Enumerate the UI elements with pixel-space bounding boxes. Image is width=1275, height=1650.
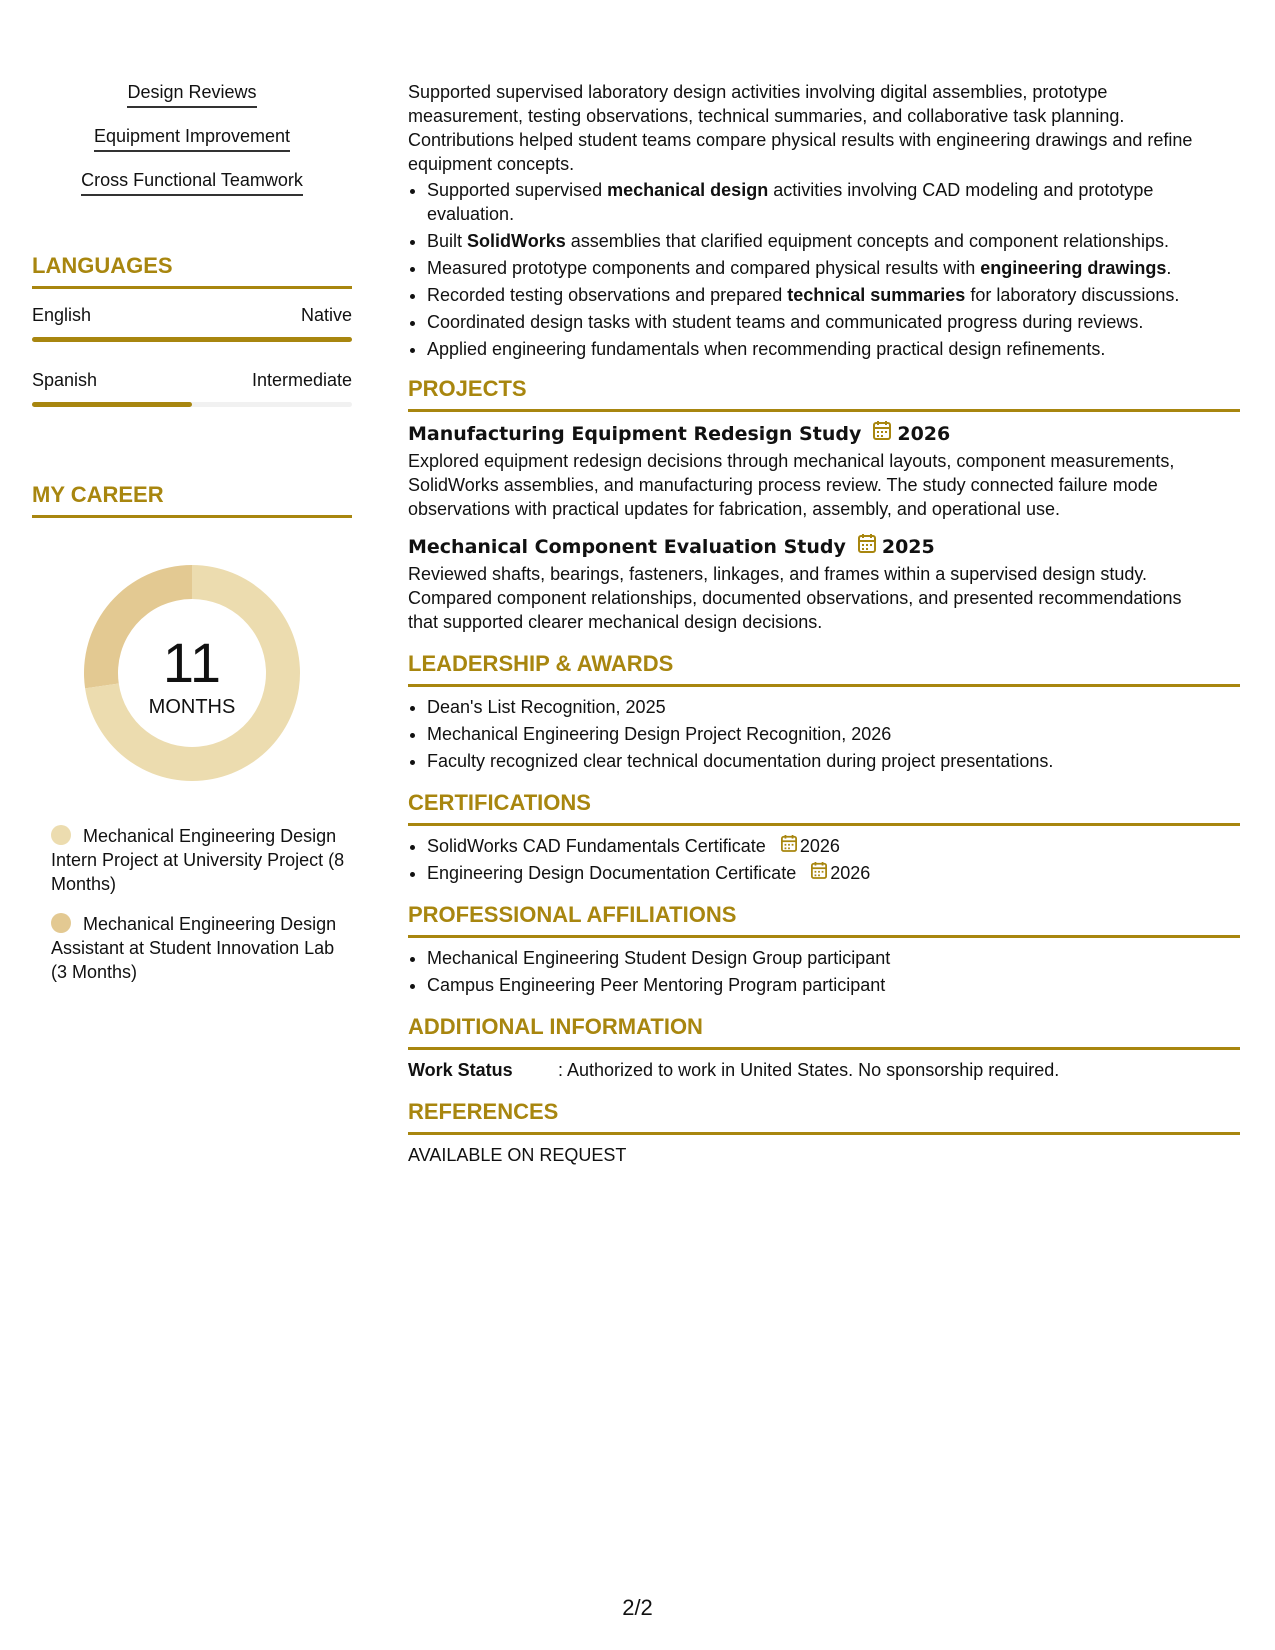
career-total-unit: MONTHS	[148, 696, 236, 718]
calendar-icon	[781, 834, 797, 858]
language-proficiency-fill	[32, 337, 352, 342]
references-heading: REFERENCES	[408, 1098, 1240, 1135]
work-status-row	[408, 1058, 1240, 1082]
skills-list	[32, 80, 352, 212]
bullet-text: Measured prototype components and compared physical results with	[427, 258, 981, 278]
skill-tag: Cross Functional Teamwork	[81, 168, 303, 196]
project-description: Explored equipment redesign decisions through mechanical layouts, component measurements, SolidWorks assemblies, and manufacturing process review. The study connected failure mode observations with practical updates for fabrication, assembly, and operational use.	[408, 451, 1175, 519]
skill-tag: Design Reviews	[127, 80, 256, 108]
language-name: English	[32, 305, 92, 325]
certifications-heading: CERTIFICATIONS	[408, 789, 1240, 826]
project-item	[408, 420, 1240, 521]
list-item	[427, 283, 1240, 307]
bullet-text: Supported supervised	[427, 180, 608, 200]
calendar-icon	[858, 533, 876, 560]
list-item: • Mechanical Engineering Student Design Group participant	[427, 946, 1240, 970]
project-name: Mechanical Component Evaluation Study	[408, 535, 846, 558]
projects-heading: PROJECTS	[408, 375, 1240, 412]
bullet-text: Recorded testing observations and prepared	[427, 285, 788, 305]
bullet-keyword: technical summaries	[787, 285, 966, 305]
list-item: • Faculty recognized clear technical documentation during project presentations.	[427, 749, 1240, 773]
career-legend-text: Mechanical Engineering Design Assistant at Student Innovation Lab (3 Months)	[51, 914, 337, 982]
project-year: 2025	[881, 535, 935, 558]
language-proficiency-bar	[32, 337, 352, 342]
bullet-keyword: engineering drawings	[980, 258, 1167, 278]
bullet-text: Coordinated design tasks with student teams and communicated progress during reviews.	[427, 312, 1144, 332]
list-item	[427, 861, 1240, 885]
list-item: • Mechanical Engineering Design Project Recognition, 2026	[427, 722, 1240, 746]
list-item	[427, 256, 1240, 280]
language-level: Intermediate	[251, 370, 352, 390]
bullet-text: assemblies that clarified equipment concepts and component relationships.	[565, 231, 1170, 251]
language-name: Spanish	[32, 370, 98, 390]
legend-dot	[51, 913, 71, 933]
bullet-text: Applied engineering fundamentals when recommending practical design refinements.	[427, 339, 1106, 359]
work-status-label: Work Status	[408, 1060, 513, 1080]
calendar-icon	[811, 861, 827, 885]
left-column	[32, 80, 352, 1000]
work-status-value: : Authorized to work in United States. No sponsorship required.	[558, 1060, 1060, 1080]
project-description: Reviewed shafts, bearings, fasteners, linkages, and frames within a supervised design study. Compared component relationships, documented observations, and presented recommendations that supported clearer mechanical design decisions.	[408, 564, 1182, 632]
career-donut-chart	[32, 558, 352, 788]
bullet-keyword: SolidWorks	[467, 231, 566, 251]
career-legend-item	[51, 824, 352, 896]
certificate-name: SolidWorks CAD Fundamentals Certificate	[427, 836, 766, 856]
bullet-text: .	[1166, 258, 1172, 278]
affiliations-list	[408, 946, 1240, 997]
career-total-number: 11	[162, 631, 222, 694]
legend-dot	[51, 825, 71, 845]
language-item	[32, 303, 352, 342]
certificate-name: Engineering Design Documentation Certificate	[427, 863, 797, 883]
leadership-heading: LEADERSHIP & AWARDS	[408, 650, 1240, 687]
career-donut-svg	[77, 558, 307, 788]
experience-summary: Supported supervised laboratory design activities involving digital assemblies, prototype measurement, testing observations, technical summaries, and collaborative task planning. Contributions helped student teams compare physical results with engineering drawings and refine equipment concepts.	[408, 82, 1193, 174]
skill-tag: Equipment Improvement	[94, 124, 290, 152]
bullet-text: activities involving CAD modeling and prototype evaluation.	[427, 180, 1154, 224]
page-number: 2/2	[622, 1595, 653, 1620]
experience-bullets	[408, 178, 1240, 361]
project-item	[408, 533, 1240, 634]
certificate-year: 2026	[830, 863, 871, 883]
bullet-keyword: mechanical design	[607, 180, 769, 200]
list-item	[427, 229, 1240, 253]
career-legend-item	[51, 912, 352, 984]
career-legend	[32, 824, 352, 984]
list-item: • Campus Engineering Peer Mentoring Program participant	[427, 973, 1240, 997]
languages-heading: LANGUAGES	[32, 252, 352, 289]
list-item: • Dean's List Recognition, 2025	[427, 695, 1240, 719]
list-item	[427, 310, 1240, 334]
list-item	[427, 337, 1240, 361]
additional-info-heading: ADDITIONAL INFORMATION	[408, 1013, 1240, 1050]
leadership-list	[408, 695, 1240, 773]
project-year: 2026	[897, 422, 951, 445]
project-name: Manufacturing Equipment Redesign Study	[408, 422, 862, 445]
career-heading: MY CAREER	[32, 481, 352, 518]
list-item	[427, 834, 1240, 858]
certifications-list	[408, 834, 1240, 885]
list-item	[427, 178, 1240, 226]
references-text: AVAILABLE ON REQUEST	[408, 1145, 627, 1165]
career-legend-text: Mechanical Engineering Design Intern Project at University Project (8 Months)	[51, 826, 345, 894]
bullet-text: for laboratory discussions.	[965, 285, 1180, 305]
certificate-year: 2026	[799, 836, 840, 856]
language-level: Native	[300, 305, 352, 325]
affiliations-heading: PROFESSIONAL AFFILIATIONS	[408, 901, 1240, 938]
bullet-text: Built	[427, 231, 468, 251]
right-column	[408, 80, 1240, 1167]
language-proficiency-bar	[32, 402, 352, 407]
calendar-icon	[873, 420, 891, 447]
language-proficiency-fill	[32, 402, 192, 407]
language-item	[32, 368, 352, 407]
